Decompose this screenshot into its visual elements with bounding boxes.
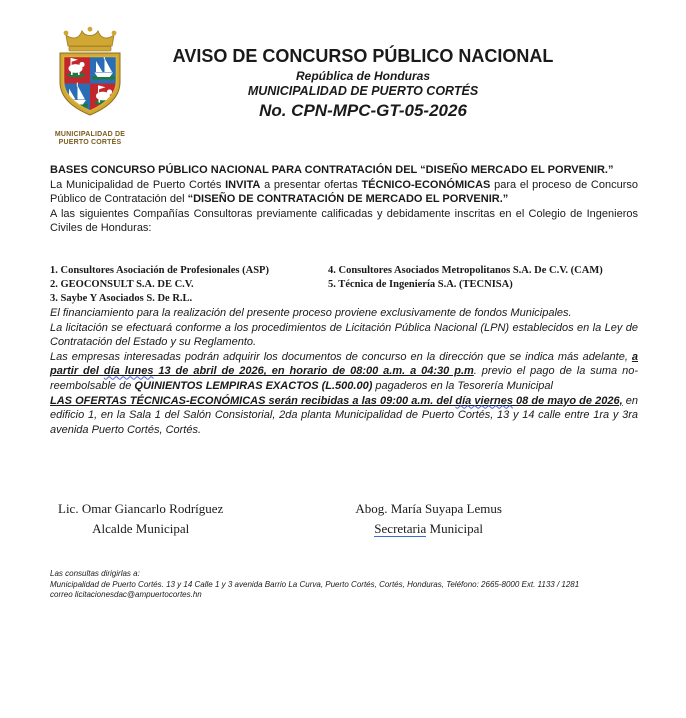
invitees-paragraph: A las siguientes Compañías Consultoras previamente calificadas y debidamente inscritas en el Colegio de Ingenieros Civiles de Honduras: [50,207,638,235]
intro-paragraph [50,178,638,207]
intro-text: a presentar ofertas [260,178,362,191]
company-list [50,264,638,306]
company-item: 4. Consultores Asociados Metropolitanos S.A. De C.V. (CAM) [328,264,603,276]
tecnico-economicas-emphasis: TÉCNICO-ECONÓMICAS [361,178,491,191]
company-item: 2. GEOCONSULT S.A. DE C.V. [50,278,194,290]
bases-heading: BASES CONCURSO PÚBLICO NACIONAL PARA CONTRATACIÓN DEL “DISEÑO MERCADO EL PORVENIR.” [50,164,614,176]
page-title: AVISO DE CONCURSO PÚBLICO NACIONAL [172,46,554,66]
secretary-title-rest: Municipal [426,521,483,537]
acquisition-text: pagaderos en la Tesorería Municipal [372,379,553,392]
secretary-title-underlined: Secretaria [374,521,427,537]
mayor-name: Lic. Omar Giancarlo Rodríguez [58,501,224,517]
logo-caption-line1: MUNICIPALIDAD DE [54,131,126,138]
offers-deadline-part: LAS OFERTAS TÉCNICAS-ECONÓMICAS serán recibidas a las 09:00 a.m. del [50,394,456,407]
mayor-title: Alcalde Municipal [92,521,190,537]
procedure-paragraph: La licitación se efectuará conforme a los procedimientos de Licitación Pública Nacional (LPN) establecidos en la Ley de Contratación del Estado y su Reglamento. [50,321,638,349]
acquisition-paragraph [50,350,638,394]
country-subtitle: República de Honduras [295,69,431,83]
fee-emphasis: QUINIENTOS LEMPIRAS EXACTOS (L.500.00) [134,379,373,392]
invita-emphasis: INVITA [225,178,261,191]
signature-block [50,501,638,537]
footer-line-2: Municipalidad de Puerto Cortés. 13 y 14 Calle 1 y 3 avenida Barrio La Curva, Puerto Cortés, Cortés, Honduras, Teléfono: 2665-8000 Ext. 1133 / 1281 [50,579,580,589]
intro-text: para el proceso de Concurso Público de Contratación del [50,178,638,206]
municipality-logo [38,26,142,147]
offers-deadline-part: 08 de mayo de 2026, [512,394,623,407]
acquisition-text: Las empresas interesadas podrán adquirir los documentos de concurso en la dirección que se indica más adelante, [50,350,632,363]
company-item: 3. Saybe Y Asociados S. De R.L. [50,292,193,304]
signature-mayor [58,501,223,537]
secretary-title [355,521,502,537]
document-body [50,163,638,601]
company-item: 5. Técnica de Ingeniería S.A. (TECNISA) [328,278,513,290]
title-block [128,46,598,121]
intro-text: La Municipalidad de Puerto Cortés [50,178,226,191]
municipality-subtitle: MUNICIPALIDAD DE PUERTO CORTÉS [247,84,479,98]
funding-paragraph: El financiamiento para la realización del presente proceso proviene exclusivamente de fondos Municipales. [50,306,572,319]
company-list-column-1 [50,264,328,306]
project-name-emphasis: “DISEÑO DE CONTRATACIÓN DE MERCADO EL PORVENIR.” [187,193,509,206]
acquisition-date-part: a partir del [50,350,638,378]
signature-secretary [355,501,502,537]
secretary-name: Abog. María Suyapa Lemus [355,501,502,517]
spellcheck-squiggle: día viernes [455,394,513,407]
spellcheck-squiggle: día lunes [103,365,154,378]
coat-of-arms-icon [40,26,140,130]
offers-deadline-emphasis [50,395,623,407]
company-list-column-2 [328,264,638,306]
footer-line-3: correo licitacionesdac@ampuertocortes.hn [50,590,202,600]
footer-line-1: Las consultas dirigirlas a: [50,569,140,579]
logo-caption [38,131,142,147]
offers-paragraph [50,394,638,438]
contact-footer [50,569,638,601]
process-number: No. CPN-MPC-GT-05-2026 [259,101,467,120]
crown-icon [64,27,117,51]
company-item: 1. Consultores Asociación de Profesionales (ASP) [50,264,269,276]
acquisition-date-part: 13 de abril de 2026, en horario de 08:00 a.m. a 04:30 p.m [153,365,474,378]
logo-caption-line2: PUERTO CORTÉS [58,139,122,146]
offers-location-text: en edificio 1, en la Sala 1 del Salón Consistorial, 2da planta Municipalidad de Puerto Cortés, 13 y 14 calle entre 1ra y 3ra avenida Puerto Cortés, Cortés. [50,394,639,436]
acquisition-text: . previo el pago de la suma no-reembolsable de [50,365,638,392]
